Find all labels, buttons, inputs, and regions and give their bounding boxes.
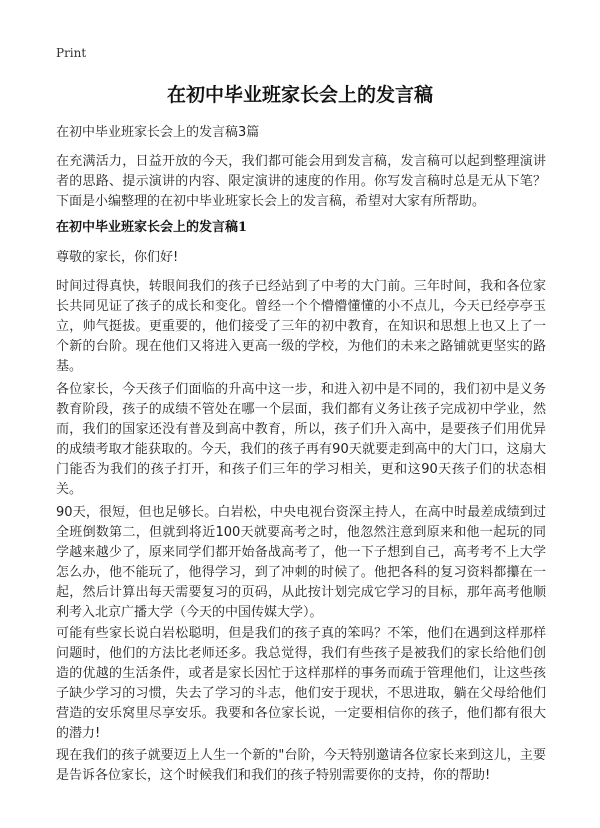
body-paragraph-3: 90天，很短，但也足够长。白岩松，中央电视台资深主持人，在高中时最差成绩到过全班倒数第二，但就到将近100天就要高考之时，他忽然注意到原来和他一起玩的同学越来越少了，原来同学们都开始备战高考了，他一下子想到自己，高考考不上大学怎么办，他不能玩了，他得学习，到了冲刺的时候了。他把各科的复习资料都攥在一起，然后计算出每天需要复习的页码，从此按计划完成它学习的目标，那年高考他顺利考入北京广播大学（今天的中国传媒大学）。 bbox=[56, 505, 546, 620]
document-subtitle: 在初中毕业班家长会上的发言稿3篇 bbox=[56, 125, 260, 140]
body-paragraph-1: 时间过得真快，转眼间我们的孩子已经站到了中考的大门前。三年时间，我和各位家长共同见证了孩子的成长和变化。曾经一个个懵懵懂懂的小不点儿，今天已经亭亭玉立，帅气挺拔。更重要的，他们接受了三年的初中教育，在知识和思想上也又上了一个新的台阶。现在他们又将进入更高一级的学校，为他们的未来之路铺就更坚实的路基。 bbox=[56, 279, 546, 374]
body-paragraph-5: 现在我们的孩子就要迈上人生一个新的"台阶，今天特别邀请各位家长来到这儿，主要是告诉各位家长，这个时候我们和我们的孩子特别需要你的支持，你的帮助! bbox=[56, 748, 546, 783]
intro-paragraph: 在充满活力，日益开放的今天，我们都可能会用到发言稿，发言稿可以起到整理演讲者的思路、提示演讲的内容、限定演讲的速度的作用。你写发言稿时总是无从下笔？下面是小编整理的在初中毕业班家长会上的发言稿，希望对大家有所帮助。 bbox=[56, 154, 546, 209]
section-heading: 在初中毕业班家长会上的发言稿1 bbox=[56, 220, 248, 235]
page-title: 在初中毕业班家长会上的发言稿 bbox=[166, 84, 433, 106]
greeting-line: 尊敬的家长，你们好! bbox=[56, 250, 179, 265]
print-link[interactable]: Print bbox=[56, 46, 87, 60]
body-paragraph-4: 可能有些家长说白岩松聪明，但是我们的孩子真的笨吗？不笨，他们在遇到这样那样问题时，他们的方法比老师还多。我总觉得，我们有些孩子是被我们的家长给他们创造的优越的生活条件，或者是家长因忙于这样那样的事务而疏于管理他们，让这些孩子缺少学习的习惯，失去了学习的斗志，他们安于现状，不思进取，躺在父母给他们营造的安乐窝里尽享安乐。我要和各位家长说，一定要相信你的孩子，他们都有很大的潜力! bbox=[56, 626, 546, 741]
body-paragraph-2: 各位家长，今天孩子们面临的升高中这一步，和进入初中是不同的，我们初中是义务教育阶段，孩子的成绩不管处在哪一个层面，我们都有义务让孩子完成初中学业，然而，我们的国家还没有普及到高中教育，所以，孩子们升入高中，是要孩子们用优异的成绩考取才能获取的。今天，我们的孩子再有90天就要走到高中的大门口，这扇大门能否为我们的孩子打开，和孩子们三年的学习相关，更和这90天孩子们的状态相关。 bbox=[56, 382, 546, 497]
